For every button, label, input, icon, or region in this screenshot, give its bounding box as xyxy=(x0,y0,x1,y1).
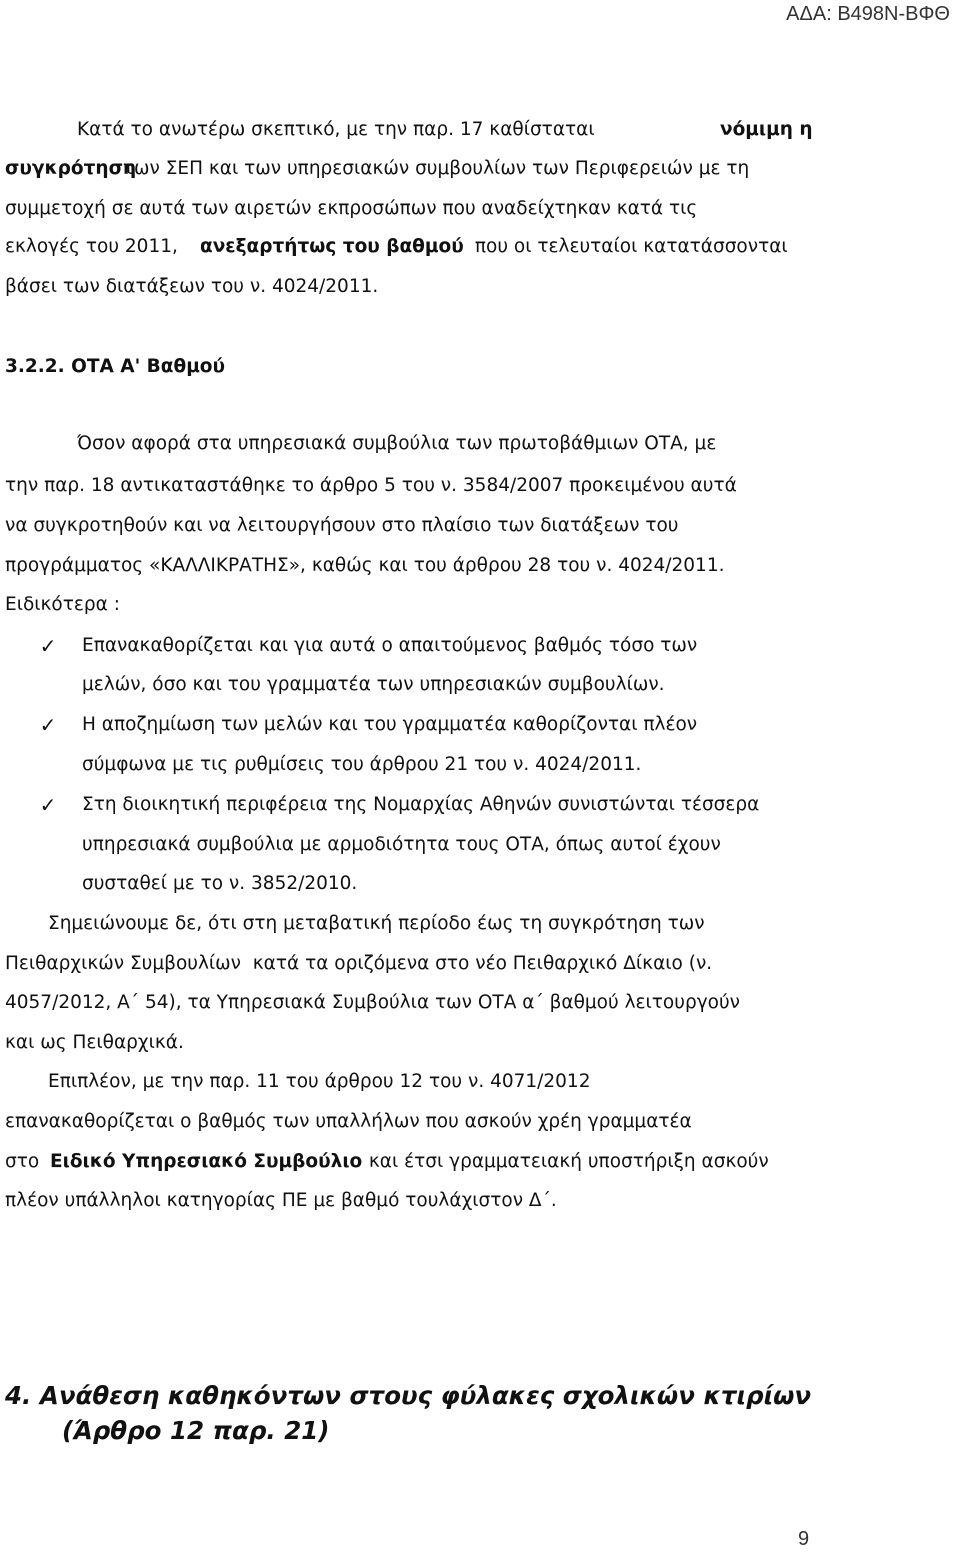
paragraph-text: και ως Πειθαρχικά. xyxy=(5,1032,184,1053)
paragraph-text: προγράμματος «ΚΑΛΛΙΚΡΑΤΗΣ», καθώς και του άρθρου 28 του ν. 4024/2011. xyxy=(5,555,725,576)
paragraph-text: Επιπλέον, με την παρ. 11 του άρθρου 12 του ν. 4071/2012 xyxy=(48,1071,591,1092)
paragraph-text: Σημειώνουμε δε, ότι στη μεταβατική περίοδο έως τη συγκρότηση των xyxy=(48,913,705,934)
paragraph-text: 4057/2012, Α΄ 54), τα Υπηρεσιακά Συμβούλια των ΟΤΑ α΄ βαθμού λειτουργούν xyxy=(5,992,740,1013)
bullet-text: μελών, όσο και του γραμματέα των υπηρεσιακών συμβουλίων. xyxy=(82,674,665,695)
paragraph-line xyxy=(0,1063,960,1101)
paragraph-text: εκλογές του 2011, xyxy=(5,236,184,257)
paragraph-text: Ειδικότερα : xyxy=(5,594,120,615)
section-4-subheading: (Άρθρο 12 παρ. 21) xyxy=(62,1416,330,1445)
paragraph-line xyxy=(0,547,960,585)
paragraph-line xyxy=(0,1143,960,1181)
paragraph-text: να συγκροτηθούν και να λειτουργήσουν στο πλαίσιο των διατάξεων του xyxy=(5,515,679,536)
paragraph-line xyxy=(0,268,960,306)
paragraph-text: Κατά το ανωτέρω σκεπτικό, με την παρ. 17 καθίσταται xyxy=(77,119,601,140)
bullet-line xyxy=(0,666,960,704)
bullet-text: Η αποζημίωση των μελών και του γραμματέα καθορίζονται πλέον xyxy=(82,714,698,735)
checkmark-icon: ✓ xyxy=(39,713,57,737)
paragraph-line xyxy=(0,905,960,943)
bullet-line xyxy=(0,826,960,864)
paragraph-text: επανακαθορίζεται ο βαθμός των υπαλλήλων που ασκούν χρέη γραμματέα xyxy=(5,1111,692,1132)
bullet-text: Στη διοικητική περιφέρεια της Νομαρχίας Αθηνών συνιστώνται τέσσερα xyxy=(82,794,760,815)
paragraph-line xyxy=(0,150,960,188)
paragraph-line xyxy=(0,425,960,463)
paragraph-text: βάσει των διατάξεων του ν. 4024/2011. xyxy=(5,276,379,297)
paragraph-line xyxy=(0,507,960,545)
bullet-line xyxy=(0,706,960,744)
paragraph-line xyxy=(0,1024,960,1062)
section-heading xyxy=(0,348,960,386)
paragraph-line xyxy=(0,1103,960,1141)
bullet-text: συσταθεί με το ν. 3852/2010. xyxy=(82,873,358,894)
section-4-heading: 4. Ανάθεση καθηκόντων στους φύλακες σχολικών κτιρίων xyxy=(5,1381,812,1410)
bullet-text: υπηρεσιακά συμβούλια με αρμοδιότητα τους ΟΤΑ, όπως αυτοί έχουν xyxy=(82,834,721,855)
paragraph-text: την παρ. 18 αντικαταστάθηκε το άρθρο 5 του ν. 3584/2007 προκειμένου αυτά xyxy=(5,475,737,496)
paragraph-text: Όσον αφορά στα υπηρεσιακά συμβούλια των πρωτοβάθμιων ΟΤΑ, με xyxy=(77,433,717,454)
checkmark-icon: ✓ xyxy=(39,634,57,658)
paragraph-text: συμμετοχή σε αυτά των αιρετών εκπροσώπων που αναδείχτηκαν κατά τις xyxy=(5,198,698,219)
paragraph-text: των ΣΕΠ και των υπηρεσιακών συμβουλίων των Περιφερειών με τη xyxy=(117,158,750,179)
paragraph-line xyxy=(0,945,960,983)
paragraph-line xyxy=(0,984,960,1022)
paragraph-line xyxy=(0,467,960,505)
section-heading-text: 3.2.2. ΟΤΑ Α' Βαθμού xyxy=(5,356,226,377)
paragraph-text: στο xyxy=(5,1151,46,1172)
paragraph-line xyxy=(0,190,960,228)
bullet-line xyxy=(0,746,960,784)
bullet-line xyxy=(0,786,960,824)
bold-text: νόμιμη η xyxy=(720,119,813,140)
bullet-text: Επανακαθορίζεται και για αυτά ο απαιτούμενος βαθμός τόσο των xyxy=(82,635,698,656)
bullet-text: σύμφωνα με τις ρυθμίσεις του άρθρου 21 του ν. 4024/2011. xyxy=(82,754,642,775)
paragraph-text: και έτσι γραμματειακή υποστήριξη ασκούν xyxy=(363,1151,769,1172)
paragraph-line xyxy=(0,1182,960,1220)
paragraph-line xyxy=(0,111,960,149)
paragraph-text: Πειθαρχικών Συμβουλίων κατά τα οριζόμενα στο νέο Πειθαρχικό Δίκαιο (ν. xyxy=(5,953,713,974)
bullet-line xyxy=(0,627,960,665)
page-number: 9 xyxy=(798,1528,810,1550)
paragraph-line xyxy=(0,586,960,624)
paragraph-text: που οι τελευταίοι κατατάσσονται xyxy=(469,236,788,257)
paragraph-line xyxy=(0,228,960,266)
bold-text: ανεξαρτήτως του βαθμού xyxy=(200,236,464,257)
paragraph-text: πλέον υπάλληλοι κατηγορίας ΠΕ με βαθμό τουλάχιστον Δ΄. xyxy=(5,1190,557,1211)
ada-code: ΑΔΑ: Β498Ν-ΒΦΘ xyxy=(786,3,950,25)
bold-text: συγκρότηση xyxy=(5,158,137,179)
bold-text: Ειδικό Υπηρεσιακό Συμβούλιο xyxy=(50,1151,363,1172)
bullet-line xyxy=(0,865,960,903)
checkmark-icon: ✓ xyxy=(39,793,57,817)
